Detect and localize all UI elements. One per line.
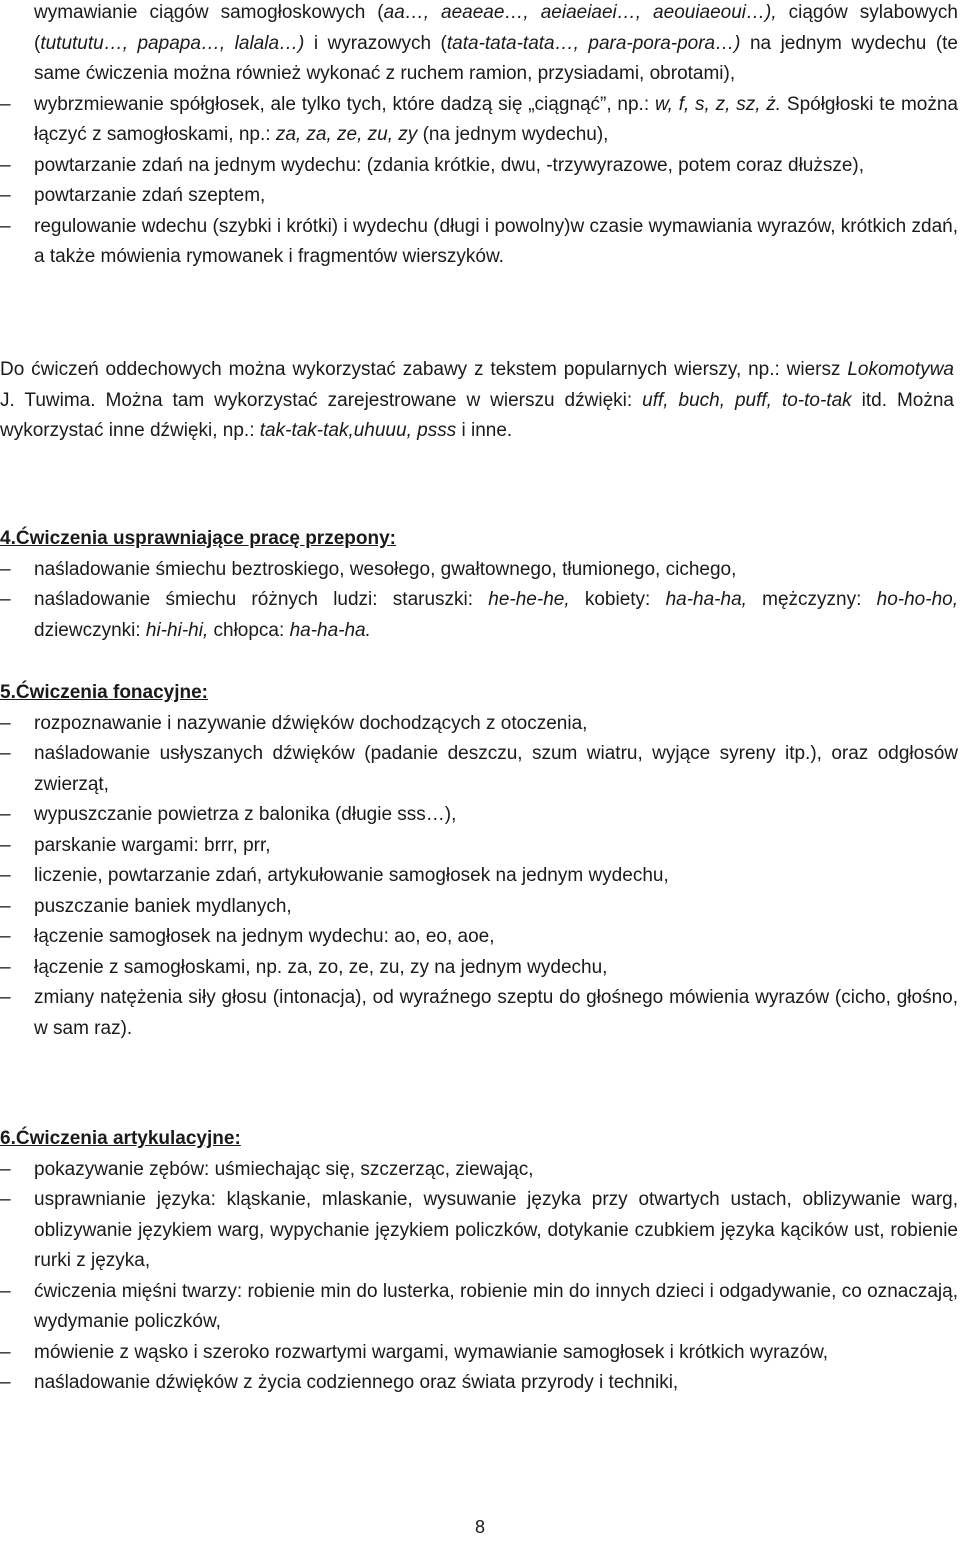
list-item — [0, 90, 958, 151]
section-6 — [0, 1124, 958, 1399]
dash-bullet: – — [0, 1372, 11, 1393]
list-item-text — [34, 185, 265, 206]
dash-bullet: – — [0, 865, 11, 886]
italic-text-segment: uff, buch, puff, to-to-tak — [642, 389, 852, 411]
section-heading: 4.Ćwiczenia usprawniające pracę przepony: — [0, 528, 396, 549]
section-heading: 5.Ćwiczenia fonacyjne: — [0, 682, 209, 703]
list-item-text — [34, 94, 958, 146]
text-segment: mówienie z wąsko i szeroko rozwartymi wargami, wymawianie samogłosek i krótkich wyrazów, — [34, 1341, 829, 1363]
text-segment: wypuszczanie powietrza z balonika (długie sss…), — [34, 804, 457, 825]
text-segment: naśladowanie śmiechu beztroskiego, wesołego, gwałtownego, tłumionego, cichego, — [34, 558, 737, 580]
section-5 — [0, 678, 958, 1044]
list-item-text — [34, 1189, 958, 1271]
text-segment: łączenie z samogłoskami, np. za, zo, ze, zu, zy na jednym wydechu, — [34, 956, 608, 978]
text-segment: ciągów sylabowych ( — [34, 2, 958, 54]
italic-text-segment: tak-tak-tak,uhuuu, psss — [259, 420, 457, 441]
text-segment: liczenie, powtarzanie zdań, artykułowanie samogłosek na jednym wydechu, — [34, 865, 669, 886]
text-segment: wymawianie ciągów samogłoskowych ( — [34, 2, 384, 23]
text-segment: ćwiczenia mięśni twarzy: robienie min do lusterka, robienie min do innych dzieci i odgadywanie, co oznaczają, wydymanie policzków, — [34, 1280, 958, 1332]
list-item — [0, 861, 958, 892]
text-segment: łączenie samogłosek na jednym wydechu: ao, eo, aoe, — [34, 926, 495, 947]
italic-text-segment: za, za, ze, zu, zy — [275, 124, 418, 145]
text-segment: powtarzanie zdań szeptem, — [34, 185, 266, 206]
text-segment: rozpoznawanie i nazywanie dźwięków dochodzących z otoczenia, — [34, 712, 588, 734]
text-segment: J. Tuwima. Można tam wykorzystać zarejestrowane w wierszu dźwięki: — [0, 389, 643, 411]
text-segment: puszczanie baniek mydlanych, — [34, 895, 292, 917]
italic-text-segment: tata-tata-tata…, para-pora-pora…) — [446, 32, 741, 54]
italic-text-segment: w, f, s, z, sz, ż. — [654, 93, 782, 115]
dash-bullet: – — [0, 895, 11, 917]
list-item — [0, 953, 958, 984]
list-item-text — [34, 713, 587, 734]
dash-bullet: – — [0, 215, 11, 237]
text-segment: mężczyzny: — [746, 589, 877, 610]
list-item — [0, 1368, 958, 1399]
section-4 — [0, 524, 958, 646]
dash-bullet: – — [0, 1158, 11, 1180]
page-number: 8 — [474, 1517, 485, 1537]
italic-text-segment: aa…, aeaeae…, aeiaeiaei…, aeouiaeoui…), — [383, 2, 777, 23]
list-item — [0, 831, 958, 862]
text-segment: i wyrazowych ( — [304, 32, 447, 54]
text-segment: chłopca: — [208, 619, 290, 641]
italic-text-segment: ha-ha-ha, — [665, 589, 747, 610]
list-item-text — [34, 896, 292, 917]
text-segment: kobiety: — [569, 589, 666, 610]
diaphragm-exercise-list — [0, 555, 958, 647]
text-segment: Spółgłoski te można łączyć z samogłoskami, np.: — [34, 93, 958, 145]
list-item-text — [34, 1159, 534, 1180]
dash-bullet: – — [0, 712, 11, 734]
text-segment: regulowanie wdechu (szybki i krótki) i wydechu (długi i powolny)w czasie wymawiania wyrazów, krótkich zdań, a także mówienia rymowanek i fragmentów wierszyków. — [34, 215, 958, 267]
list-item — [0, 0, 958, 90]
list-item-text — [34, 957, 607, 978]
list-item-text — [34, 589, 958, 641]
text-segment: i inne. — [456, 420, 513, 441]
text-segment: na jednym wydechu (te same ćwiczenia można również wykonać z ruchem ramion, przysiadami, obrotami), — [34, 32, 958, 84]
text-segment: naśladowanie śmiechu różnych ludzi: staruszki: — [34, 589, 489, 610]
text-segment: zmiany natężenia siły głosu (intonacja), od wyraźnego szeptu do głośnego mówienia wyrazów (cicho, głośno, w sam raz). — [34, 987, 958, 1039]
list-item — [0, 212, 958, 273]
text-segment: powtarzanie zdań na jednym wydechu: (zdania krótkie, dwu, -trzywyrazowe, potem coraz dłuższe), — [34, 154, 865, 176]
list-item — [0, 709, 958, 740]
text-segment: naśladowanie dźwięków z życia codziennego oraz świata przyrody i techniki, — [34, 1372, 679, 1393]
text-segment: naśladowanie usłyszanych dźwięków (padanie deszczu, szum wiatru, wyjące syreny itp.), oraz odgłosów zwierząt, — [34, 743, 958, 795]
dash-bullet: – — [0, 743, 11, 764]
italic-text-segment: he-he-he, — [488, 589, 570, 610]
text-segment: (na jednym wydechu), — [417, 124, 609, 145]
list-item-text — [34, 865, 669, 886]
dash-bullet: – — [0, 1341, 11, 1363]
list-item-text — [34, 559, 736, 580]
list-item-text — [34, 987, 958, 1039]
dash-bullet: – — [0, 93, 11, 115]
text-segment: wybrzmiewanie spółgłosek, ale tylko tych, które dadzą się „ciągnąć”, np.: — [34, 93, 655, 115]
list-item-text — [34, 1372, 678, 1393]
list-item-text — [34, 926, 495, 947]
phonation-exercise-list — [0, 709, 958, 1045]
dash-bullet: – — [0, 1189, 11, 1210]
list-item-text — [34, 216, 958, 268]
dash-bullet: – — [0, 804, 11, 825]
list-item-text — [34, 1342, 828, 1363]
list-item — [0, 181, 958, 212]
articulation-exercise-list — [0, 1155, 958, 1399]
italic-text-segment: Lokomotywa — [847, 359, 954, 380]
italic-text-segment: ha-ha-ha. — [289, 619, 371, 641]
list-item-text — [34, 743, 958, 795]
list-item — [0, 983, 958, 1044]
list-item-text — [34, 835, 271, 856]
italic-text-segment: hi-hi-hi, — [145, 619, 209, 641]
italic-text-segment: ho-ho-ho, — [876, 589, 958, 610]
text-segment: itd. Można wykorzystać inne dźwięki, np.: — [0, 389, 954, 441]
list-item — [0, 739, 958, 800]
dash-bullet: – — [0, 1280, 11, 1302]
text-segment: Do ćwiczeń oddechowych można wykorzystać zabawy z tekstem popularnych wierszy, np.: wiersz — [0, 359, 848, 380]
dash-bullet: – — [0, 834, 11, 856]
breathing-games-paragraph — [0, 355, 954, 447]
list-item — [0, 1185, 958, 1277]
list-item-text — [34, 155, 864, 176]
dash-bullet: – — [0, 589, 11, 610]
list-item-text — [34, 2, 958, 84]
list-item-text — [34, 804, 456, 825]
italic-text-segment: tutututu…, papapa…, lalala…) — [40, 32, 305, 54]
section-heading: 6.Ćwiczenia artykulacyjne: — [0, 1128, 241, 1149]
list-item — [0, 151, 958, 182]
list-item — [0, 1338, 958, 1369]
text-segment: parskanie wargami: brrr, prr, — [34, 834, 271, 856]
list-item — [0, 1155, 958, 1186]
text-segment: usprawnianie języka: kląskanie, mlaskanie, wysuwanie języka przy otwartych ustach, oblizywanie warg, oblizywanie językiem warg, wypychanie językiem policzków, dotykanie czubkiem języka kącików ust, robienie rurki z języka, — [34, 1189, 958, 1271]
text-segment: dziewczynki: — [34, 619, 146, 641]
list-item-text — [34, 1281, 958, 1333]
dash-bullet: – — [0, 154, 11, 176]
list-item — [0, 800, 958, 831]
dash-bullet: – — [0, 987, 11, 1008]
dash-bullet: – — [0, 558, 11, 580]
list-item — [0, 922, 958, 953]
list-item — [0, 892, 958, 923]
list-item — [0, 1277, 958, 1338]
dash-bullet: – — [0, 185, 11, 206]
dash-bullet: – — [0, 956, 11, 978]
text-segment: pokazywanie zębów: uśmiechając się, szczerząc, ziewając, — [34, 1158, 534, 1180]
list-item — [0, 585, 958, 646]
breathing-exercise-list — [0, 0, 958, 273]
dash-bullet: – — [0, 926, 11, 947]
list-item — [0, 555, 958, 586]
